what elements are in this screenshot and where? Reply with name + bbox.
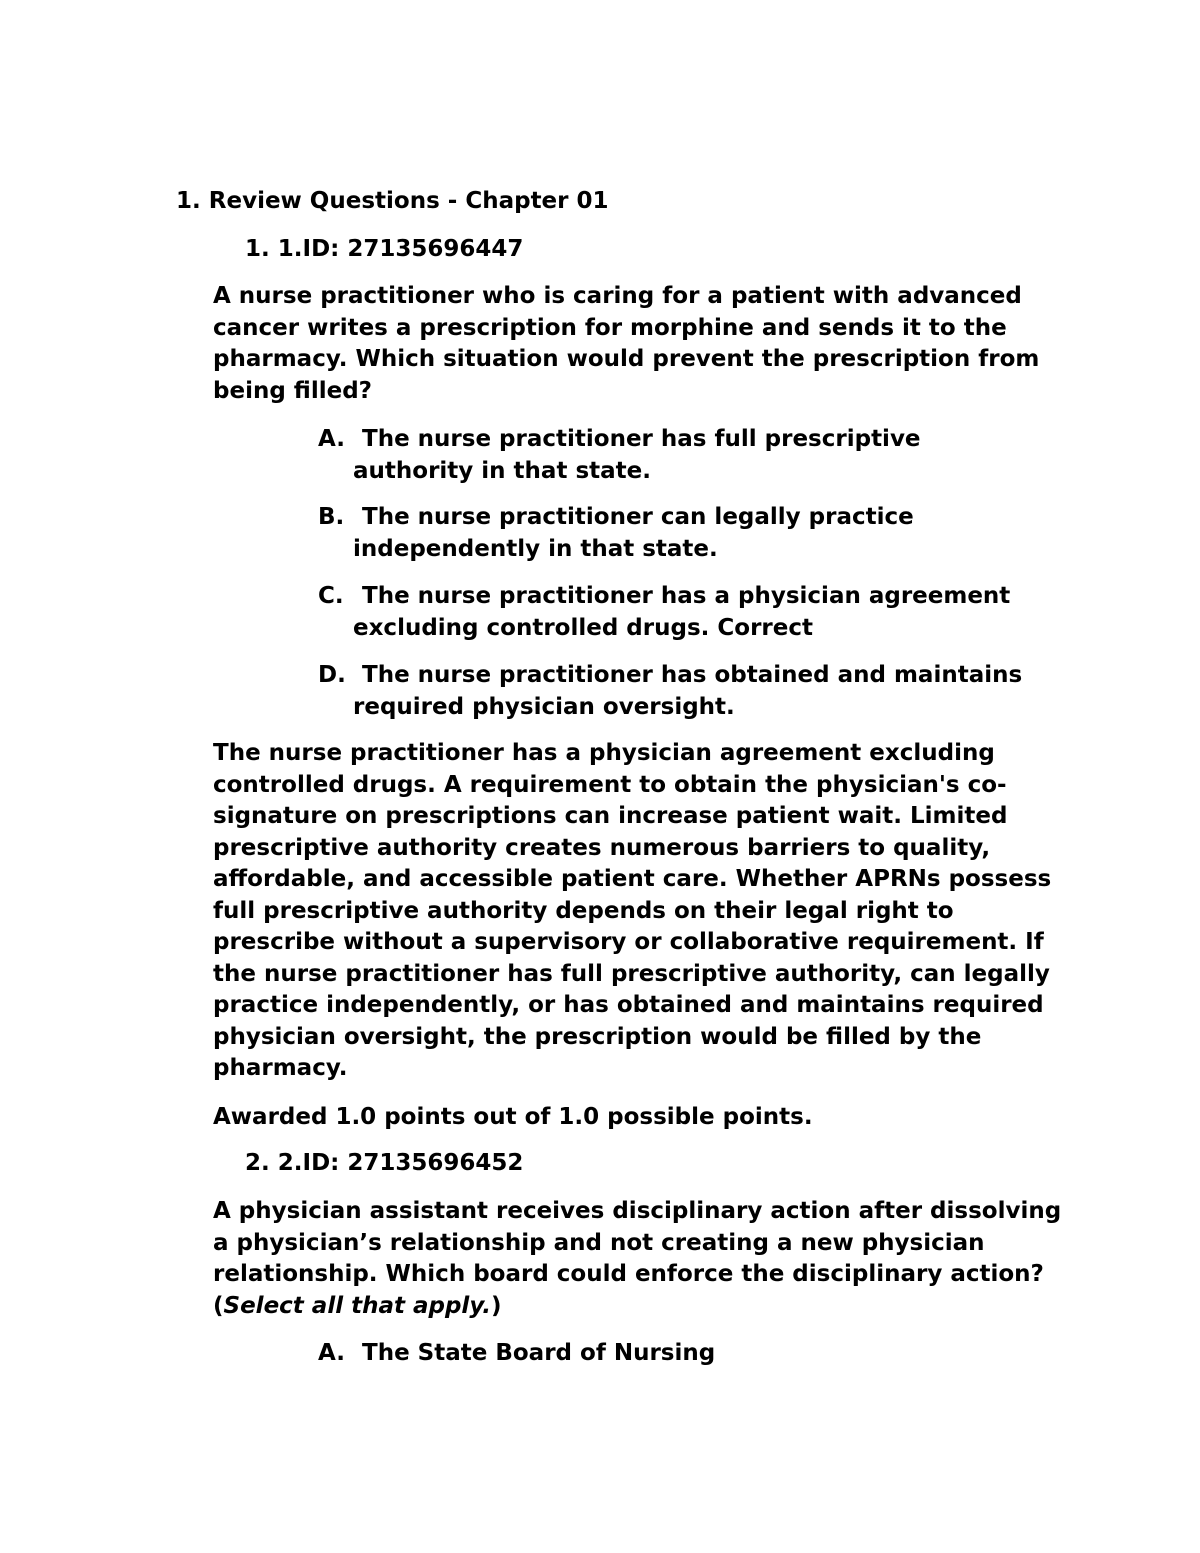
option-letter: A. [318, 426, 345, 452]
option-text-line2: excluding controlled drugs. Correct [353, 614, 813, 641]
question-1-stem: A nurse practitioner who is caring for a patient with advanced cancer writes a prescription for morphine and sends it to the pharmacy. Which situation would prevent the prescription from being filled? [213, 283, 1040, 404]
question-2-stem-text: A physician assistant receives disciplinary action after dissolving a physician’s relationship and not creating a new physician relationship. Which board could enforce the disciplinary action? ( [213, 1198, 1062, 1319]
question-1-heading [245, 234, 523, 266]
option-text-line1: The nurse practitioner has obtained and maintains [362, 662, 1023, 688]
question-1-option-b [318, 502, 1058, 565]
option-letter: B. [318, 504, 345, 530]
question-1-option-c [318, 581, 1058, 644]
question-2-stem [213, 1196, 1083, 1322]
option-letter: A. [318, 1340, 345, 1366]
question-2-stem-instruction: Select all that apply. [223, 1292, 491, 1319]
option-text-line1: The nurse practitioner has full prescriptive [362, 426, 921, 452]
option-text-line2: independently in that state. [353, 535, 718, 562]
question-2-number: 2. [245, 1150, 270, 1176]
option-text-line1: The nurse practitioner has a physician agreement [362, 583, 1011, 609]
section-number: 1. [176, 188, 201, 214]
option-letter: C. [318, 583, 344, 609]
question-1-number: 1. [245, 236, 270, 262]
option-letter: D. [318, 662, 346, 688]
question-2-id: 2.ID: 27135696452 [277, 1150, 524, 1176]
option-text-line2: required physician oversight. [353, 693, 735, 720]
question-1-option-a [318, 424, 1058, 487]
question-2-stem-close: ) [490, 1292, 502, 1319]
question-2-option-a [318, 1338, 1058, 1370]
section-heading [176, 186, 609, 218]
option-text-line1: The State Board of Nursing [362, 1340, 716, 1366]
question-1-rationale: The nurse practitioner has a physician agreement excluding controlled drugs. A requirement to obtain the physician's co-signature on prescriptions can increase patient wait. Limited prescriptive authority creates numerous barriers to quality, affordable, and accessible patient care. Whether APRNs possess full prescriptive authority depends on their legal right to prescribe without a supervisory or collaborative requirement. If the nurse practitioner has full prescriptive authority, can legally practice independently, or has obtained and maintains required physician oversight, the prescription would be filled by the pharmacy. [213, 740, 1052, 1081]
section-title: Review Questions - Chapter 01 [208, 188, 609, 214]
option-text-line2: authority in that state. [353, 457, 651, 484]
question-1-option-d [318, 660, 1058, 723]
question-2-heading [245, 1148, 523, 1180]
question-1-id: 1.ID: 27135696447 [277, 236, 524, 262]
option-text-line1: The nurse practitioner can legally practice [362, 504, 914, 530]
question-1-score: Awarded 1.0 points out of 1.0 possible points. [213, 1104, 813, 1130]
